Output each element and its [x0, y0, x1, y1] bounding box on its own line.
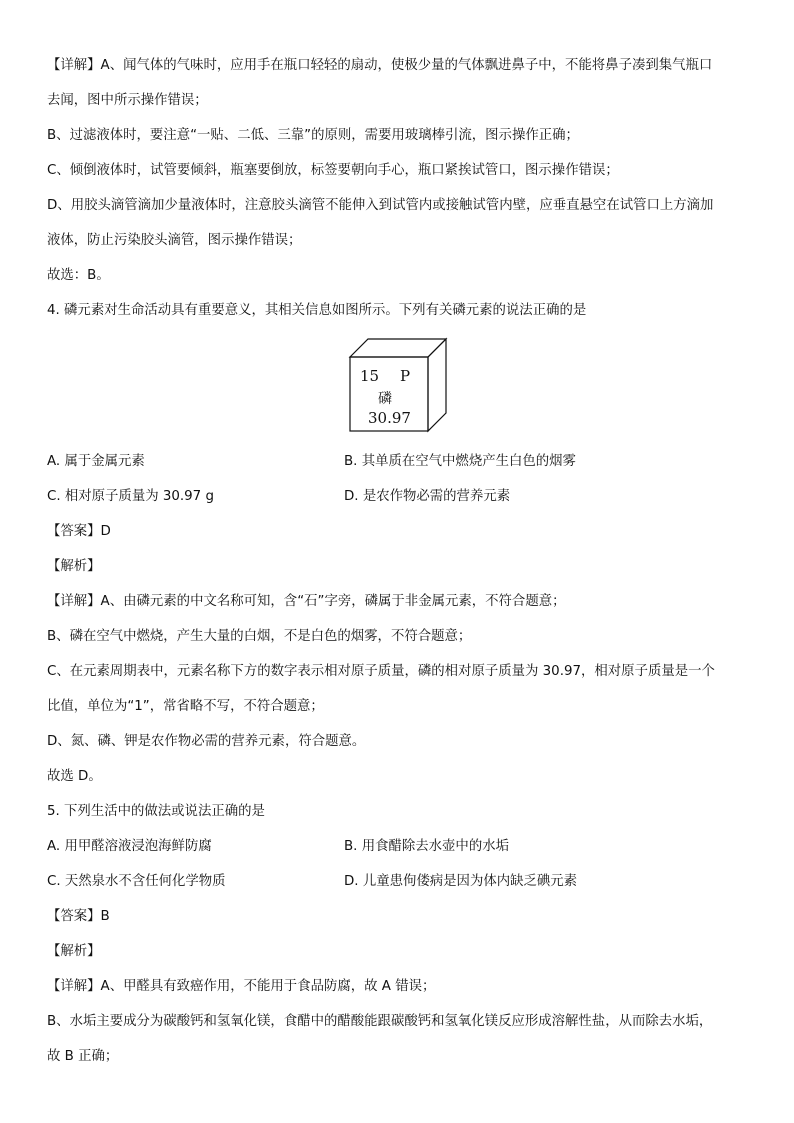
q5-option-b: B. 用食醋除去水壶中的水垢: [344, 839, 509, 854]
q4-detail-line-2: B、磷在空气中燃烧，产生大量的白烟，不是白色的烟雾，不符合题意；: [47, 629, 472, 644]
q4-detail-line-1: 【详解】A、由磷元素的中文名称可知，含“石”字旁，磷属于非金属元素，不符合题意；: [47, 594, 566, 609]
q3-detail-line-5: D、用胶头滴管滴加少量液体时，注意胶头滴管不能伸入到试管内或接触试管内壁，应垂直悬空在试管口上方滴加: [47, 198, 714, 213]
q5-stem: 5. 下列生活中的做法或说法正确的是: [47, 804, 265, 819]
q4-option-d: D. 是农作物必需的营养元素: [344, 489, 511, 504]
q5-option-a: A. 用甲醛溶液浸泡海鲜防腐: [47, 839, 212, 854]
element-card: [346, 337, 448, 433]
atomic-number: 15: [360, 367, 380, 385]
q5-detail-line-1: 【详解】A、甲醛具有致癌作用，不能用于食品防腐，故 A 错误；: [47, 979, 436, 994]
q4-detail-line-4: 比值，单位为“1”，常省略不写，不符合题意；: [47, 699, 324, 714]
q5-analysis-heading: 【解析】: [47, 944, 101, 959]
q4-analysis-heading: 【解析】: [47, 559, 101, 574]
q4-option-b: B. 其单质在空气中燃烧产生白色的烟雾: [344, 454, 576, 469]
q3-detail-line-1: 【详解】A、闻气体的气味时，应用手在瓶口轻轻的扇动，使极少量的气体飘进鼻子中，不能将鼻子凑到集气瓶口: [47, 58, 713, 73]
atomic-mass: 30.97: [368, 409, 411, 427]
q3-conclusion: 故选：B。: [47, 268, 110, 283]
q4-option-a: A. 属于金属元素: [47, 454, 145, 469]
q3-detail-line-4: C、倾倒液体时，试管要倾斜，瓶塞要倒放，标签要朝向手心，瓶口紧挨试管口，图示操作错误；: [47, 163, 619, 178]
q3-detail-line-2: 去闻，图中所示操作错误；: [47, 93, 208, 108]
q5-detail-line-3: 故 B 正确；: [47, 1049, 119, 1064]
q4-conclusion: 故选 D。: [47, 769, 102, 784]
q4-detail-line-5: D、氮、磷、钾是农作物必需的营养元素，符合题意。: [47, 734, 366, 749]
q5-option-d: D. 儿童患佝偻病是因为体内缺乏碘元素: [344, 874, 578, 889]
q4-answer: 【答案】D: [47, 524, 111, 539]
q5-option-c: C. 天然泉水不含任何化学物质: [47, 874, 226, 889]
element-symbol: P: [400, 367, 411, 385]
q4-detail-line-3: C、在元素周期表中，元素名称下方的数字表示相对原子质量，磷的相对原子质量为 30.97，相对原子质量是一个: [47, 664, 715, 679]
q5-detail-line-2: B、水垢主要成分为碳酸钙和氢氧化镁，食醋中的醋酸能跟碳酸钙和氢氧化镁反应形成溶解性盐，从而除去水垢，: [47, 1014, 713, 1029]
q3-detail-line-6: 液体，防止污染胶头滴管，图示操作错误；: [47, 233, 302, 248]
q3-detail-line-3: B、过滤液体时，要注意“一贴、二低、三靠”的原则，需要用玻璃棒引流，图示操作正确；: [47, 128, 579, 143]
element-name: 磷: [378, 391, 392, 407]
q4-stem: 4. 磷元素对生命活动具有重要意义，其相关信息如图所示。下列有关磷元素的说法正确的是: [47, 303, 587, 318]
q5-answer: 【答案】B: [47, 909, 110, 924]
q4-option-c: C. 相对原子质量为 30.97 g: [47, 489, 214, 504]
